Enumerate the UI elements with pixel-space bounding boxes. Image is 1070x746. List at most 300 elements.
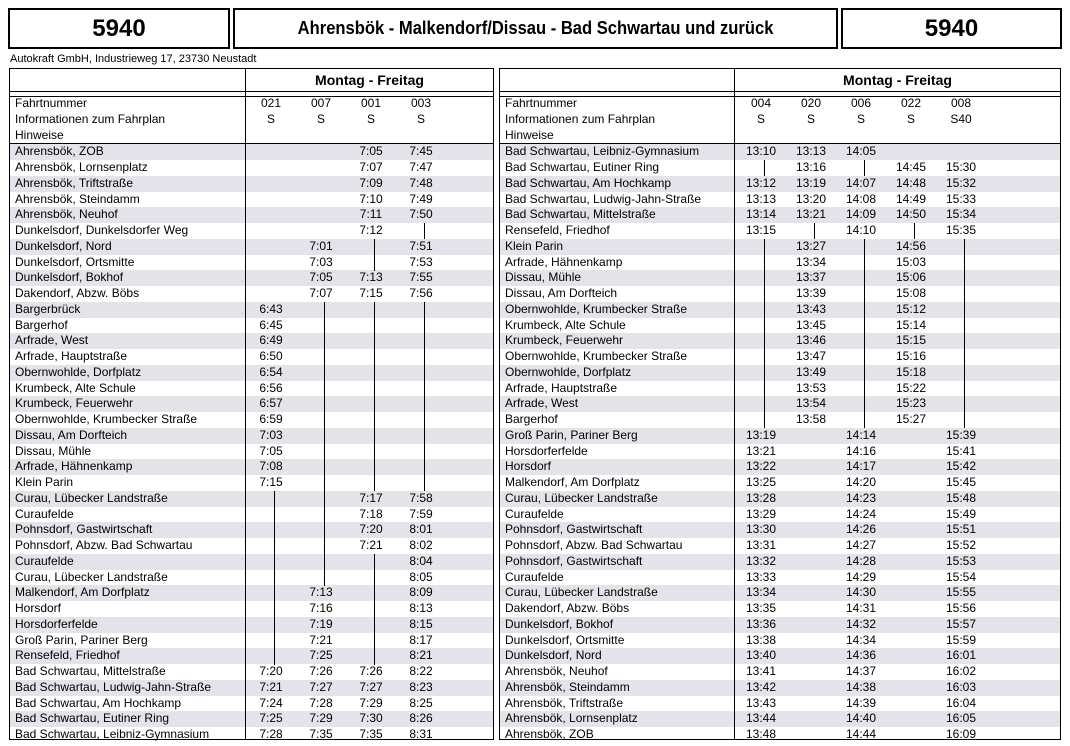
stop-row bbox=[10, 160, 493, 176]
pass-through-line bbox=[764, 255, 765, 271]
departure-time: 15:16 bbox=[895, 349, 927, 363]
departure-time: 7:07 bbox=[359, 160, 383, 174]
stop-row bbox=[500, 428, 1060, 444]
pass-through-line bbox=[374, 365, 375, 381]
departure-time: 8:02 bbox=[409, 538, 433, 552]
pass-through-line bbox=[424, 428, 425, 444]
departure-time: 7:08 bbox=[259, 459, 283, 474]
day-header: Montag - Freitag bbox=[245, 69, 493, 91]
stop-row bbox=[500, 396, 1060, 412]
stop-name: Krumbeck, Alte Schule bbox=[15, 380, 136, 395]
departure-time: 7:47 bbox=[409, 160, 433, 174]
pass-through-line bbox=[964, 333, 965, 349]
departure-time: 7:53 bbox=[409, 254, 433, 269]
stop-name: Bad Schwartau, Eutiner Ring bbox=[15, 711, 170, 726]
pass-through-line bbox=[274, 538, 275, 554]
pass-through-line bbox=[964, 255, 965, 271]
trip-number-row bbox=[500, 96, 1060, 112]
departure-time: 14:34 bbox=[845, 632, 877, 647]
stop-name: Bargerbrück bbox=[15, 301, 81, 316]
departure-time: 15:12 bbox=[895, 301, 927, 316]
stop-row bbox=[10, 302, 493, 318]
departure-time: 7:07 bbox=[309, 286, 333, 300]
departure-time: 7:05 bbox=[359, 144, 383, 159]
stop-name: Rensefeld, Friedhof bbox=[15, 648, 120, 663]
stop-name: Dunkelsdorf, Ortsmitte bbox=[505, 632, 625, 647]
stop-row bbox=[500, 333, 1060, 349]
stop-row bbox=[10, 270, 493, 286]
trip-info: S bbox=[316, 111, 325, 126]
column-divider bbox=[245, 69, 246, 739]
pass-through-line bbox=[424, 459, 425, 475]
pass-through-line bbox=[324, 381, 325, 397]
stop-row bbox=[10, 648, 493, 664]
stop-name: Rensefeld, Friedhof bbox=[505, 223, 610, 237]
departure-time: 7:27 bbox=[309, 679, 333, 694]
stop-row bbox=[500, 507, 1060, 523]
departure-time: 8:13 bbox=[409, 601, 433, 615]
departure-time: 13:10 bbox=[745, 144, 777, 159]
departure-time: 8:23 bbox=[409, 679, 433, 694]
stop-row bbox=[10, 601, 493, 617]
pass-through-line bbox=[374, 459, 375, 475]
departure-time: 16:05 bbox=[945, 711, 977, 726]
stop-name: Bargerhof bbox=[505, 412, 558, 426]
departure-time: 7:49 bbox=[409, 191, 433, 206]
trip-number: 001 bbox=[360, 96, 382, 110]
departure-time: 14:48 bbox=[895, 175, 927, 190]
stop-row bbox=[10, 255, 493, 271]
departure-time: 8:15 bbox=[409, 616, 433, 631]
trip-info: S40 bbox=[950, 111, 972, 126]
pass-through-line bbox=[324, 491, 325, 507]
pass-through-line bbox=[764, 381, 765, 397]
departure-time: 8:05 bbox=[409, 569, 433, 584]
departure-time: 15:54 bbox=[945, 569, 977, 584]
departure-time: 13:34 bbox=[795, 254, 827, 269]
departure-time: 15:30 bbox=[945, 160, 977, 174]
departure-time: 15:08 bbox=[895, 286, 927, 300]
pass-through-line bbox=[374, 396, 375, 412]
stop-name: Malkendorf, Am Dorfplatz bbox=[505, 475, 640, 489]
pass-through-line bbox=[424, 349, 425, 365]
pass-through-line bbox=[764, 365, 765, 381]
departure-time: 14:29 bbox=[845, 569, 877, 584]
pass-through-line bbox=[374, 475, 375, 491]
departure-time: 15:52 bbox=[945, 538, 977, 552]
pass-through-line bbox=[324, 507, 325, 523]
stop-name: Pohnsdorf, Abzw. Bad Schwartau bbox=[505, 538, 683, 552]
pass-through-line bbox=[864, 412, 865, 428]
stop-row bbox=[10, 475, 493, 491]
departure-time: 14:16 bbox=[845, 443, 877, 458]
stop-row bbox=[10, 507, 493, 523]
departure-time: 14:23 bbox=[845, 490, 877, 505]
pass-through-line bbox=[374, 428, 375, 444]
stop-row bbox=[500, 286, 1060, 302]
pass-through-line bbox=[764, 333, 765, 349]
departure-time: 15:45 bbox=[945, 475, 977, 489]
column-divider bbox=[734, 69, 735, 739]
departure-time: 7:26 bbox=[359, 664, 383, 678]
stop-name: Dakendorf, Abzw. Böbs bbox=[15, 286, 140, 300]
pass-through-line bbox=[424, 365, 425, 381]
pass-through-line bbox=[324, 412, 325, 428]
trip-number-row bbox=[10, 96, 493, 112]
stop-row bbox=[10, 176, 493, 192]
trip-info: S bbox=[806, 111, 815, 126]
pass-through-line bbox=[424, 333, 425, 349]
departure-time: 7:12 bbox=[359, 223, 383, 237]
stop-row bbox=[500, 318, 1060, 334]
pass-through-line bbox=[424, 302, 425, 318]
departure-time: 7:05 bbox=[309, 270, 333, 285]
pass-through-line bbox=[964, 365, 965, 381]
departure-time: 13:12 bbox=[745, 175, 777, 190]
stop-row bbox=[10, 711, 493, 727]
pass-through-line bbox=[274, 507, 275, 523]
stop-name: Dissau, Am Dorfteich bbox=[15, 427, 128, 442]
stop-row bbox=[500, 349, 1060, 365]
departure-time: 15:42 bbox=[945, 459, 977, 474]
stop-name: Dunkelsdorf, Bokhof bbox=[15, 270, 124, 285]
departure-time: 7:27 bbox=[359, 679, 383, 694]
departure-time: 13:20 bbox=[795, 191, 827, 206]
departure-time: 13:21 bbox=[745, 443, 777, 458]
stop-row bbox=[500, 664, 1060, 680]
row-label: Informationen zum Fahrplan bbox=[15, 111, 166, 126]
stop-name: Bargerhof bbox=[15, 317, 68, 332]
stop-name: Pohnsdorf, Gastwirtschaft bbox=[505, 522, 643, 537]
departure-time: 13:37 bbox=[795, 270, 827, 285]
trip-number: 006 bbox=[850, 96, 872, 110]
stop-row bbox=[500, 617, 1060, 633]
stop-name: Horsdorferfelde bbox=[505, 443, 588, 458]
stop-name: Pohnsdorf, Gastwirtschaft bbox=[505, 553, 643, 568]
trip-info: S bbox=[416, 111, 425, 126]
pass-through-line bbox=[274, 648, 275, 664]
departure-time: 13:39 bbox=[795, 286, 827, 300]
stop-name: Curaufelde bbox=[505, 569, 564, 584]
stop-row bbox=[500, 475, 1060, 491]
stop-row bbox=[10, 207, 493, 223]
departure-time: 13:40 bbox=[745, 648, 777, 663]
row-label: Fahrtnummer bbox=[15, 96, 88, 110]
pass-through-line bbox=[274, 585, 275, 601]
departure-time: 7:10 bbox=[359, 191, 383, 206]
departure-time: 7:26 bbox=[309, 664, 333, 678]
pass-through-line bbox=[274, 522, 275, 538]
pass-through-line bbox=[374, 585, 375, 601]
row-label: Hinweise bbox=[505, 127, 554, 142]
departure-time: 14:39 bbox=[845, 695, 877, 710]
stop-name: Obernwohlde, Dorfplatz bbox=[15, 364, 142, 379]
stop-name: Ahrensbök, Neuhof bbox=[15, 207, 118, 222]
stop-name: Groß Parin, Pariner Berg bbox=[505, 427, 638, 442]
notes-row bbox=[500, 128, 1060, 144]
stop-name: Bad Schwartau, Eutiner Ring bbox=[505, 160, 660, 174]
departure-time: 8:26 bbox=[409, 711, 433, 726]
stop-name: Horsdorf bbox=[505, 459, 552, 474]
departure-time: 13:25 bbox=[745, 475, 777, 489]
pass-through-line bbox=[764, 412, 765, 428]
departure-time: 7:25 bbox=[259, 711, 283, 726]
stop-name: Obernwohlde, Krumbecker Straße bbox=[15, 412, 198, 426]
departure-time: 14:24 bbox=[845, 506, 877, 521]
trip-number: 008 bbox=[950, 96, 972, 110]
pass-through-line bbox=[274, 617, 275, 633]
pass-through-line bbox=[864, 286, 865, 302]
stop-row bbox=[500, 255, 1060, 271]
pass-through-line bbox=[864, 396, 865, 412]
stop-row bbox=[10, 538, 493, 554]
departure-time: 13:28 bbox=[745, 490, 777, 505]
departure-time: 7:13 bbox=[359, 270, 383, 285]
stop-row bbox=[500, 412, 1060, 428]
pass-through-line bbox=[964, 270, 965, 286]
stop-name: Ahrensbök, Steindamm bbox=[15, 191, 140, 206]
departure-time: 15:34 bbox=[945, 207, 977, 222]
departure-time: 7:20 bbox=[259, 664, 283, 678]
departure-time: 13:58 bbox=[795, 412, 827, 426]
pass-through-line bbox=[374, 302, 375, 318]
stop-name: Dunkelsdorf, Nord bbox=[505, 648, 602, 663]
departure-time: 15:22 bbox=[895, 380, 927, 395]
departure-time: 7:58 bbox=[409, 490, 433, 505]
stop-name: Malkendorf, Am Dorfplatz bbox=[15, 585, 150, 600]
departure-time: 14:17 bbox=[845, 459, 877, 474]
stop-row bbox=[500, 459, 1060, 475]
pass-through-line bbox=[374, 601, 375, 617]
departure-time: 7:11 bbox=[359, 207, 383, 222]
pass-through-line bbox=[374, 570, 375, 586]
departure-time: 7:21 bbox=[309, 632, 333, 647]
stop-name: Ahrensbök, Steindamm bbox=[505, 679, 630, 694]
pass-through-line bbox=[374, 633, 375, 649]
departure-time: 13:16 bbox=[795, 160, 827, 174]
stop-row bbox=[10, 412, 493, 428]
departure-time: 7:29 bbox=[309, 711, 333, 726]
stop-name: Krumbeck, Feuerwehr bbox=[15, 396, 134, 411]
pass-through-line bbox=[374, 333, 375, 349]
pass-through-line bbox=[324, 396, 325, 412]
stop-row bbox=[500, 680, 1060, 696]
departure-time: 7:19 bbox=[309, 616, 333, 631]
stop-name: Horsdorferfelde bbox=[15, 616, 98, 631]
departure-time: 14:45 bbox=[895, 160, 927, 174]
stop-row bbox=[500, 176, 1060, 192]
departure-time: 7:35 bbox=[359, 727, 383, 741]
departure-time: 16:01 bbox=[945, 648, 977, 663]
departure-time: 13:19 bbox=[795, 175, 827, 190]
stop-row bbox=[10, 144, 493, 160]
stop-name: Dunkelsdorf, Bokhof bbox=[505, 616, 614, 631]
stop-row bbox=[10, 680, 493, 696]
stop-row bbox=[500, 727, 1060, 743]
departure-time: 8:04 bbox=[409, 553, 433, 568]
departure-time: 13:53 bbox=[795, 380, 827, 395]
departure-time: 13:47 bbox=[795, 349, 827, 363]
pass-through-line bbox=[764, 396, 765, 412]
pass-through-line bbox=[374, 554, 375, 570]
departure-time: 14:14 bbox=[845, 427, 877, 442]
stop-name: Klein Parin bbox=[15, 475, 74, 489]
stop-row bbox=[10, 239, 493, 255]
departure-time: 7:15 bbox=[259, 475, 283, 489]
pass-through-line bbox=[274, 570, 275, 586]
departure-time: 13:43 bbox=[795, 301, 827, 316]
departure-time: 7:15 bbox=[359, 286, 383, 300]
departure-time: 7:55 bbox=[409, 270, 433, 285]
stop-row bbox=[10, 349, 493, 365]
stop-row bbox=[500, 711, 1060, 727]
pass-through-line bbox=[764, 349, 765, 365]
stop-row bbox=[10, 522, 493, 538]
trip-info: S bbox=[366, 111, 375, 126]
departure-time: 8:17 bbox=[409, 632, 433, 647]
stop-name: Ahrensbök, Triftstraße bbox=[505, 695, 624, 710]
departure-time: 6:59 bbox=[259, 412, 283, 426]
stop-name: Ahrensbök, Lornsenplatz bbox=[15, 160, 148, 174]
departure-time: 7:56 bbox=[409, 286, 433, 300]
departure-time: 14:49 bbox=[895, 191, 927, 206]
notes-row bbox=[10, 128, 493, 144]
stop-row bbox=[500, 491, 1060, 507]
pass-through-line bbox=[864, 349, 865, 365]
stop-row bbox=[10, 633, 493, 649]
departure-time: 13:48 bbox=[745, 727, 777, 741]
departure-time: 7:35 bbox=[309, 727, 333, 741]
departure-time: 15:27 bbox=[895, 412, 927, 426]
stop-row bbox=[500, 302, 1060, 318]
pass-through-line bbox=[864, 160, 865, 176]
departure-time: 7:09 bbox=[359, 175, 383, 190]
stop-row bbox=[10, 696, 493, 712]
pass-through-line bbox=[274, 554, 275, 570]
departure-time: 15:59 bbox=[945, 632, 977, 647]
row-label: Hinweise bbox=[15, 127, 64, 142]
stop-row bbox=[500, 648, 1060, 664]
pass-through-line bbox=[324, 475, 325, 491]
pass-through-line bbox=[374, 648, 375, 664]
departure-time: 15:57 bbox=[945, 616, 977, 631]
stop-row bbox=[500, 601, 1060, 617]
pass-through-line bbox=[374, 349, 375, 365]
departure-time: 14:07 bbox=[845, 175, 877, 190]
stop-row bbox=[10, 428, 493, 444]
departure-time: 7:45 bbox=[409, 144, 433, 159]
stop-name: Arfrade, West bbox=[15, 333, 89, 348]
pass-through-line bbox=[864, 302, 865, 318]
departure-time: 15:23 bbox=[895, 396, 927, 411]
pass-through-line bbox=[324, 428, 325, 444]
stop-row bbox=[500, 554, 1060, 570]
departure-time: 15:06 bbox=[895, 270, 927, 285]
pass-through-line bbox=[324, 333, 325, 349]
trip-number: 020 bbox=[800, 96, 822, 110]
departure-time: 13:13 bbox=[745, 191, 777, 206]
pass-through-line bbox=[324, 522, 325, 538]
departure-time: 15:35 bbox=[945, 223, 977, 237]
departure-time: 7:21 bbox=[359, 538, 383, 552]
stop-name: Dissau, Am Dorfteich bbox=[505, 286, 618, 300]
departure-time: 7:13 bbox=[309, 585, 333, 600]
stop-row bbox=[500, 365, 1060, 381]
stop-name: Dakendorf, Abzw. Böbs bbox=[505, 601, 630, 615]
trip-number: 022 bbox=[900, 96, 922, 110]
pass-through-line bbox=[764, 160, 765, 176]
departure-time: 7:01 bbox=[309, 238, 333, 253]
departure-time: 6:45 bbox=[259, 317, 283, 332]
stop-name: Obernwohlde, Dorfplatz bbox=[505, 364, 632, 379]
departure-time: 7:17 bbox=[359, 490, 383, 505]
departure-time: 13:15 bbox=[745, 223, 777, 237]
stop-name: Curaufelde bbox=[15, 506, 74, 521]
pass-through-line bbox=[424, 381, 425, 397]
stop-row bbox=[10, 491, 493, 507]
stop-name: Arfrade, Hauptstraße bbox=[15, 349, 128, 363]
departure-time: 15:15 bbox=[895, 333, 927, 348]
stop-row bbox=[500, 633, 1060, 649]
pass-through-line bbox=[424, 444, 425, 460]
pass-through-line bbox=[324, 302, 325, 318]
stop-row bbox=[10, 365, 493, 381]
pass-through-line bbox=[374, 318, 375, 334]
departure-time: 13:54 bbox=[795, 396, 827, 411]
stop-row bbox=[500, 270, 1060, 286]
stop-name: Bad Schwartau, Mittelstraße bbox=[505, 207, 656, 222]
pass-through-line bbox=[424, 396, 425, 412]
departure-time: 7:50 bbox=[409, 207, 433, 222]
departure-time: 7:21 bbox=[259, 679, 283, 694]
stop-name: Bad Schwartau, Am Hochkamp bbox=[505, 175, 672, 190]
pass-through-line bbox=[764, 318, 765, 334]
pass-through-line bbox=[914, 223, 915, 239]
departure-time: 7:30 bbox=[359, 711, 383, 726]
departure-time: 8:22 bbox=[409, 664, 433, 678]
route-title: Ahrensbök - Malkendorf/Dissau - Bad Schwartau und zurück bbox=[297, 18, 774, 38]
row-label: Informationen zum Fahrplan bbox=[505, 111, 656, 126]
pass-through-line bbox=[864, 270, 865, 286]
departure-time: 13:42 bbox=[745, 679, 777, 694]
departure-time: 6:56 bbox=[259, 380, 283, 395]
pass-through-line bbox=[274, 601, 275, 617]
stop-name: Horsdorf bbox=[15, 601, 62, 615]
departure-time: 6:54 bbox=[259, 364, 283, 379]
line-number-right: 5940 bbox=[841, 8, 1062, 49]
stop-name: Obernwohlde, Krumbecker Straße bbox=[505, 301, 688, 316]
pass-through-line bbox=[764, 239, 765, 255]
stop-row bbox=[500, 381, 1060, 397]
pass-through-line bbox=[864, 255, 865, 271]
departure-time: 14:37 bbox=[845, 664, 877, 678]
departure-time: 7:18 bbox=[359, 506, 383, 521]
departure-time: 16:04 bbox=[945, 695, 977, 710]
trip-info: S bbox=[756, 111, 765, 126]
pass-through-line bbox=[764, 270, 765, 286]
stop-name: Obernwohlde, Krumbecker Straße bbox=[505, 349, 688, 363]
pass-through-line bbox=[324, 570, 325, 586]
departure-time: 14:56 bbox=[895, 238, 927, 253]
stop-row bbox=[10, 459, 493, 475]
stop-row bbox=[10, 286, 493, 302]
pass-through-line bbox=[374, 617, 375, 633]
departure-time: 7:03 bbox=[309, 254, 333, 269]
departure-time: 14:50 bbox=[895, 207, 927, 222]
pass-through-line bbox=[964, 349, 965, 365]
stop-row bbox=[10, 727, 493, 743]
stop-row bbox=[10, 396, 493, 412]
